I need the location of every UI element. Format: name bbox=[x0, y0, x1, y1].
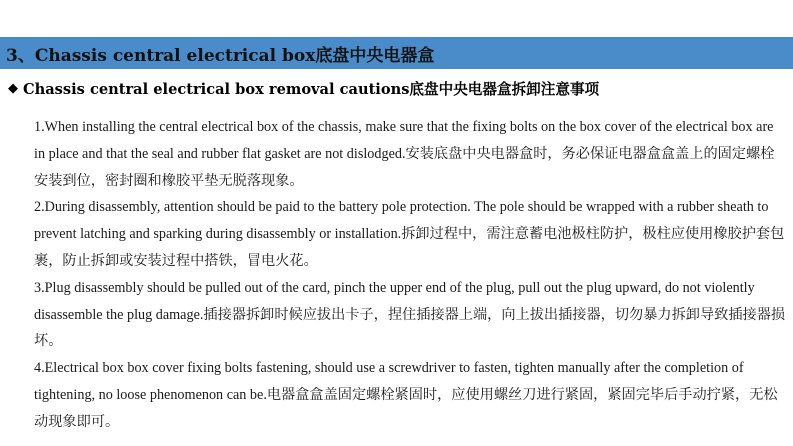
instruction-paragraph-4: 4.Electrical box box cover fixing bolts fastening, should use a screwdriver to fasten, tighten manually after the completion of tightening, no loose phenomenon can be.电器盒盒盖固定螺栓紧固时，应使用螺丝刀进行紧固，紧固完毕后手动拧紧，无松动现象即可。 bbox=[34, 360, 778, 430]
diamond-bullet-icon: ◆ bbox=[8, 80, 18, 96]
instruction-paragraph-3: 3.Plug disassembly should be pulled out of the card, pinch the upper end of the plug, pull out the plug upward, do not violently disassemble the plug damage.插接器拆卸时候应拔出卡子，捏住插接器上端，向上拔出插接器，切勿暴力拆卸导致插接器损坏。 bbox=[34, 279, 786, 350]
subsection-title: Chassis central electrical box removal cautions底盘中央电器盒拆卸注意事项 bbox=[23, 80, 600, 98]
section-title: 3、Chassis central electrical box底盘中央电器盒 bbox=[6, 45, 435, 66]
instruction-paragraph-1: 1.When installing the central electrical box of the chassis, make sure that the fixing bolts on the box cover of the electrical box are in place and that the seal and rubber flat gasket are not dislodged.安装底盘中央电器盒时，务必保证电器盒盒盖上的固定螺栓安装到位，密封圈和橡胶平垫无脱落现象。 bbox=[34, 119, 775, 189]
subsection-heading bbox=[8, 77, 599, 99]
instructions-body bbox=[34, 114, 786, 436]
section-header bbox=[0, 37, 793, 69]
instruction-paragraph-2: 2.During disassembly, attention should be paid to the battery pole protection. The pole should be wrapped with a rubber sheath to prevent latching and sparking during disassembly or installation.拆卸过程中，需注意蓄电池极柱防护，极柱应使用橡胶护套包裹，防止拆卸或安装过程中搭铁，冒电火花。 bbox=[34, 199, 785, 269]
